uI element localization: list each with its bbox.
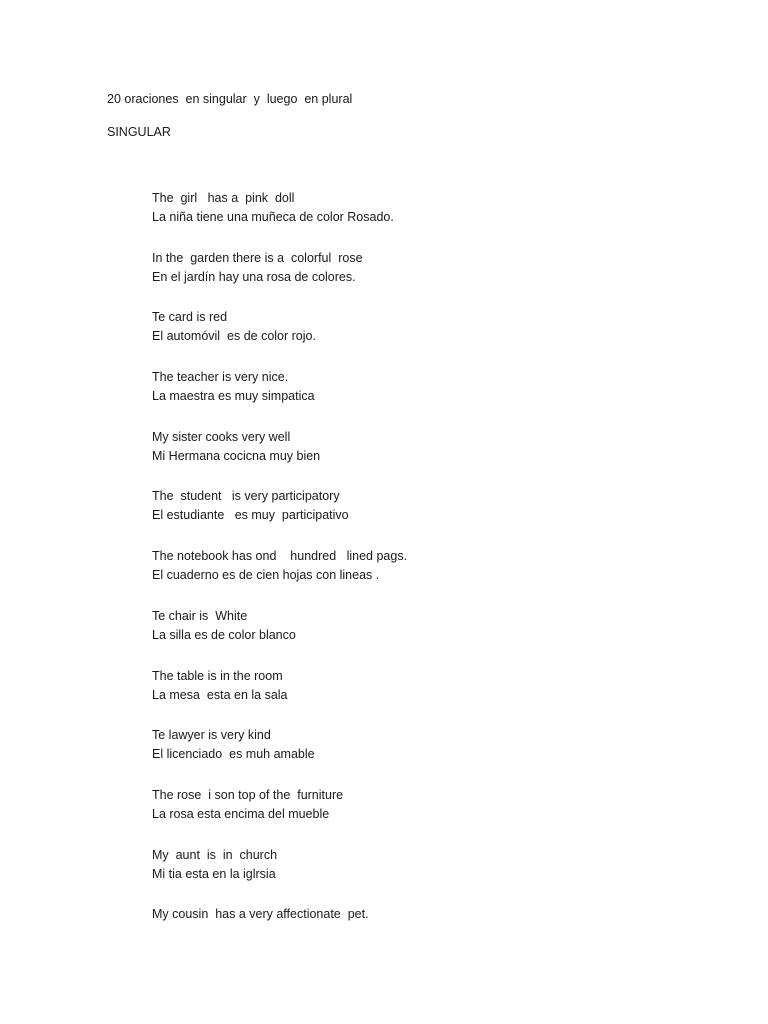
spanish-sentence: El cuaderno es de cien hojas con lineas . (152, 568, 380, 583)
spanish-sentence: El estudiante es muy participativo (152, 508, 349, 523)
english-sentence: In the garden there is a colorful rose (152, 250, 363, 265)
document-title: 20 oraciones en singular y luego en plural (107, 92, 353, 106)
section-heading: SINGULAR (107, 125, 171, 139)
spanish-sentence: El licenciado es muh amable (152, 747, 315, 762)
english-sentence: Te chair is White (152, 608, 248, 623)
english-sentence: The table is in the room (152, 668, 283, 683)
english-sentence: Te card is red (152, 310, 228, 325)
spanish-sentence: Mi tia esta en la iglrsia (152, 866, 276, 881)
spanish-sentence: La rosa esta encima del mueble (152, 806, 330, 821)
english-sentence: The rose i son top of the furniture (152, 787, 344, 802)
english-sentence: The girl has a pink doll (152, 191, 295, 205)
spanish-sentence: La silla es de color blanco (152, 627, 296, 642)
spanish-sentence: Mi Hermana cocicna muy bien (152, 448, 321, 463)
english-sentence: My cousin has a very affectionate pet. (152, 907, 369, 922)
english-sentence: The teacher is very nice. (152, 370, 289, 385)
english-sentence: The student is very participatory (152, 489, 340, 504)
spanish-sentence: La maestra es muy simpatica (152, 389, 315, 404)
english-sentence: The notebook has ond hundred lined pags. (152, 549, 408, 564)
spanish-sentence: La niña tiene una muñeca de color Rosado. (152, 210, 394, 224)
english-sentence: My aunt is in church (152, 847, 278, 862)
english-sentence: Te lawyer is very kind (152, 728, 271, 743)
spanish-sentence: El automóvil es de color rojo. (152, 329, 316, 344)
spanish-sentence: En el jardín hay una rosa de colores. (152, 269, 356, 284)
english-sentence: My sister cooks very well (152, 429, 291, 444)
spanish-sentence: La mesa esta en la sala (152, 687, 288, 702)
